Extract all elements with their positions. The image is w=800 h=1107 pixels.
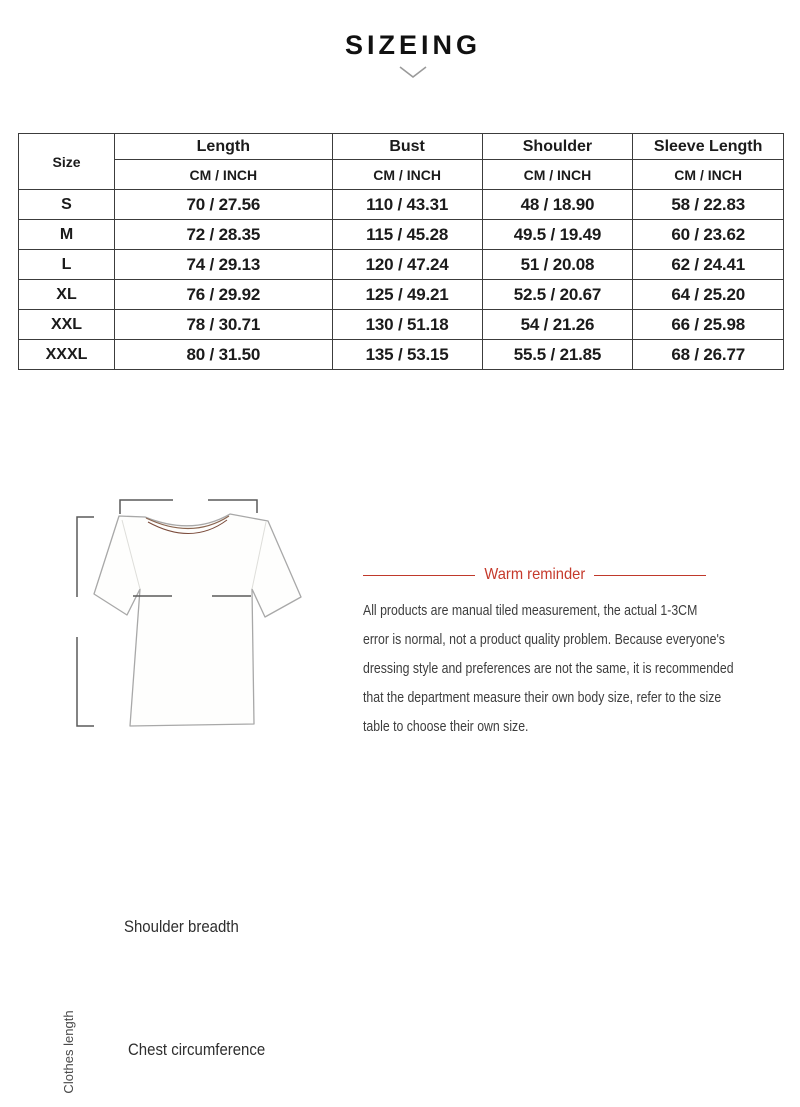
page-title: SIZEING [344,30,481,60]
chest-circumference-label: Chest circumference [128,1040,266,1059]
shoulder-cell: 54 / 21.26 [482,310,633,340]
length-cell: 70 / 27.56 [115,190,333,220]
bust-cell: 120 / 47.24 [332,250,482,280]
warm-reminder-text [363,596,758,741]
sleeve-cell: 60 / 23.62 [633,220,784,250]
bust-cell: 125 / 49.21 [332,280,482,310]
size-table [18,133,784,370]
unit-header: CM / INCH [115,160,333,190]
bust-cell: 110 / 43.31 [332,190,482,220]
clothes-length-label: Clothes length [61,1010,76,1094]
shoulder-breadth-label: Shoulder breadth [124,917,239,936]
table-row [19,340,784,370]
length-cell: 72 / 28.35 [115,220,333,250]
tshirt-diagram [0,440,380,1094]
tshirt-outline-icon [0,440,380,770]
size-cell: XXXL [19,340,115,370]
shoulder-cell: 48 / 18.90 [482,190,633,220]
reminder-line: table to choose their own size. [363,718,529,735]
reminder-line: that the department measure their own body size, refer to the size [363,689,722,706]
sleeve-cell: 62 / 24.41 [633,250,784,280]
shoulder-cell: 55.5 / 21.85 [482,340,633,370]
length-cell: 80 / 31.50 [115,340,333,370]
bust-cell: 135 / 53.15 [332,340,482,370]
size-cell: M [19,220,115,250]
size-cell: XL [19,280,115,310]
unit-header: CM / INCH [332,160,482,190]
warm-reminder-section [363,566,758,741]
col-header-bust: Bust [332,134,482,160]
col-header-size: Size [19,134,115,190]
reminder-line: dressing style and preferences are not the same, it is recommended [363,660,734,677]
length-cell: 76 / 29.92 [115,280,333,310]
title-block [0,30,800,79]
shoulder-cell: 51 / 20.08 [482,250,633,280]
reminder-line: error is normal, not a product quality problem. Because everyone's [363,631,725,648]
sleeve-cell: 64 / 25.20 [633,280,784,310]
reminder-rule-right [594,575,706,576]
length-cell: 78 / 30.71 [115,310,333,340]
col-header-shoulder: Shoulder [482,134,633,160]
table-header-row [19,134,784,160]
reminder-line: All products are manual tiled measurement, the actual 1-3CM [363,602,698,619]
sleeve-cell: 66 / 25.98 [633,310,784,340]
shoulder-cell: 49.5 / 19.49 [482,220,633,250]
sleeve-cell: 68 / 26.77 [633,340,784,370]
sleeve-cell: 58 / 22.83 [633,190,784,220]
length-cell: 74 / 29.13 [115,250,333,280]
table-units-row [19,160,784,190]
size-cell: L [19,250,115,280]
shoulder-cell: 52.5 / 20.67 [482,280,633,310]
chevron-down-icon [398,65,428,79]
warm-reminder-header [363,566,706,584]
reminder-rule-left [363,575,475,576]
bust-cell: 130 / 51.18 [332,310,482,340]
col-header-length: Length [115,134,333,160]
size-cell: XXL [19,310,115,340]
bust-cell: 115 / 45.28 [332,220,482,250]
unit-header: CM / INCH [633,160,784,190]
table-row [19,250,784,280]
col-header-sleeve: Sleeve Length [633,134,784,160]
warm-reminder-title: Warm reminder [484,566,585,583]
unit-header: CM / INCH [482,160,633,190]
table-row [19,220,784,250]
table-row [19,280,784,310]
table-row [19,190,784,220]
table-row [19,310,784,340]
size-cell: S [19,190,115,220]
